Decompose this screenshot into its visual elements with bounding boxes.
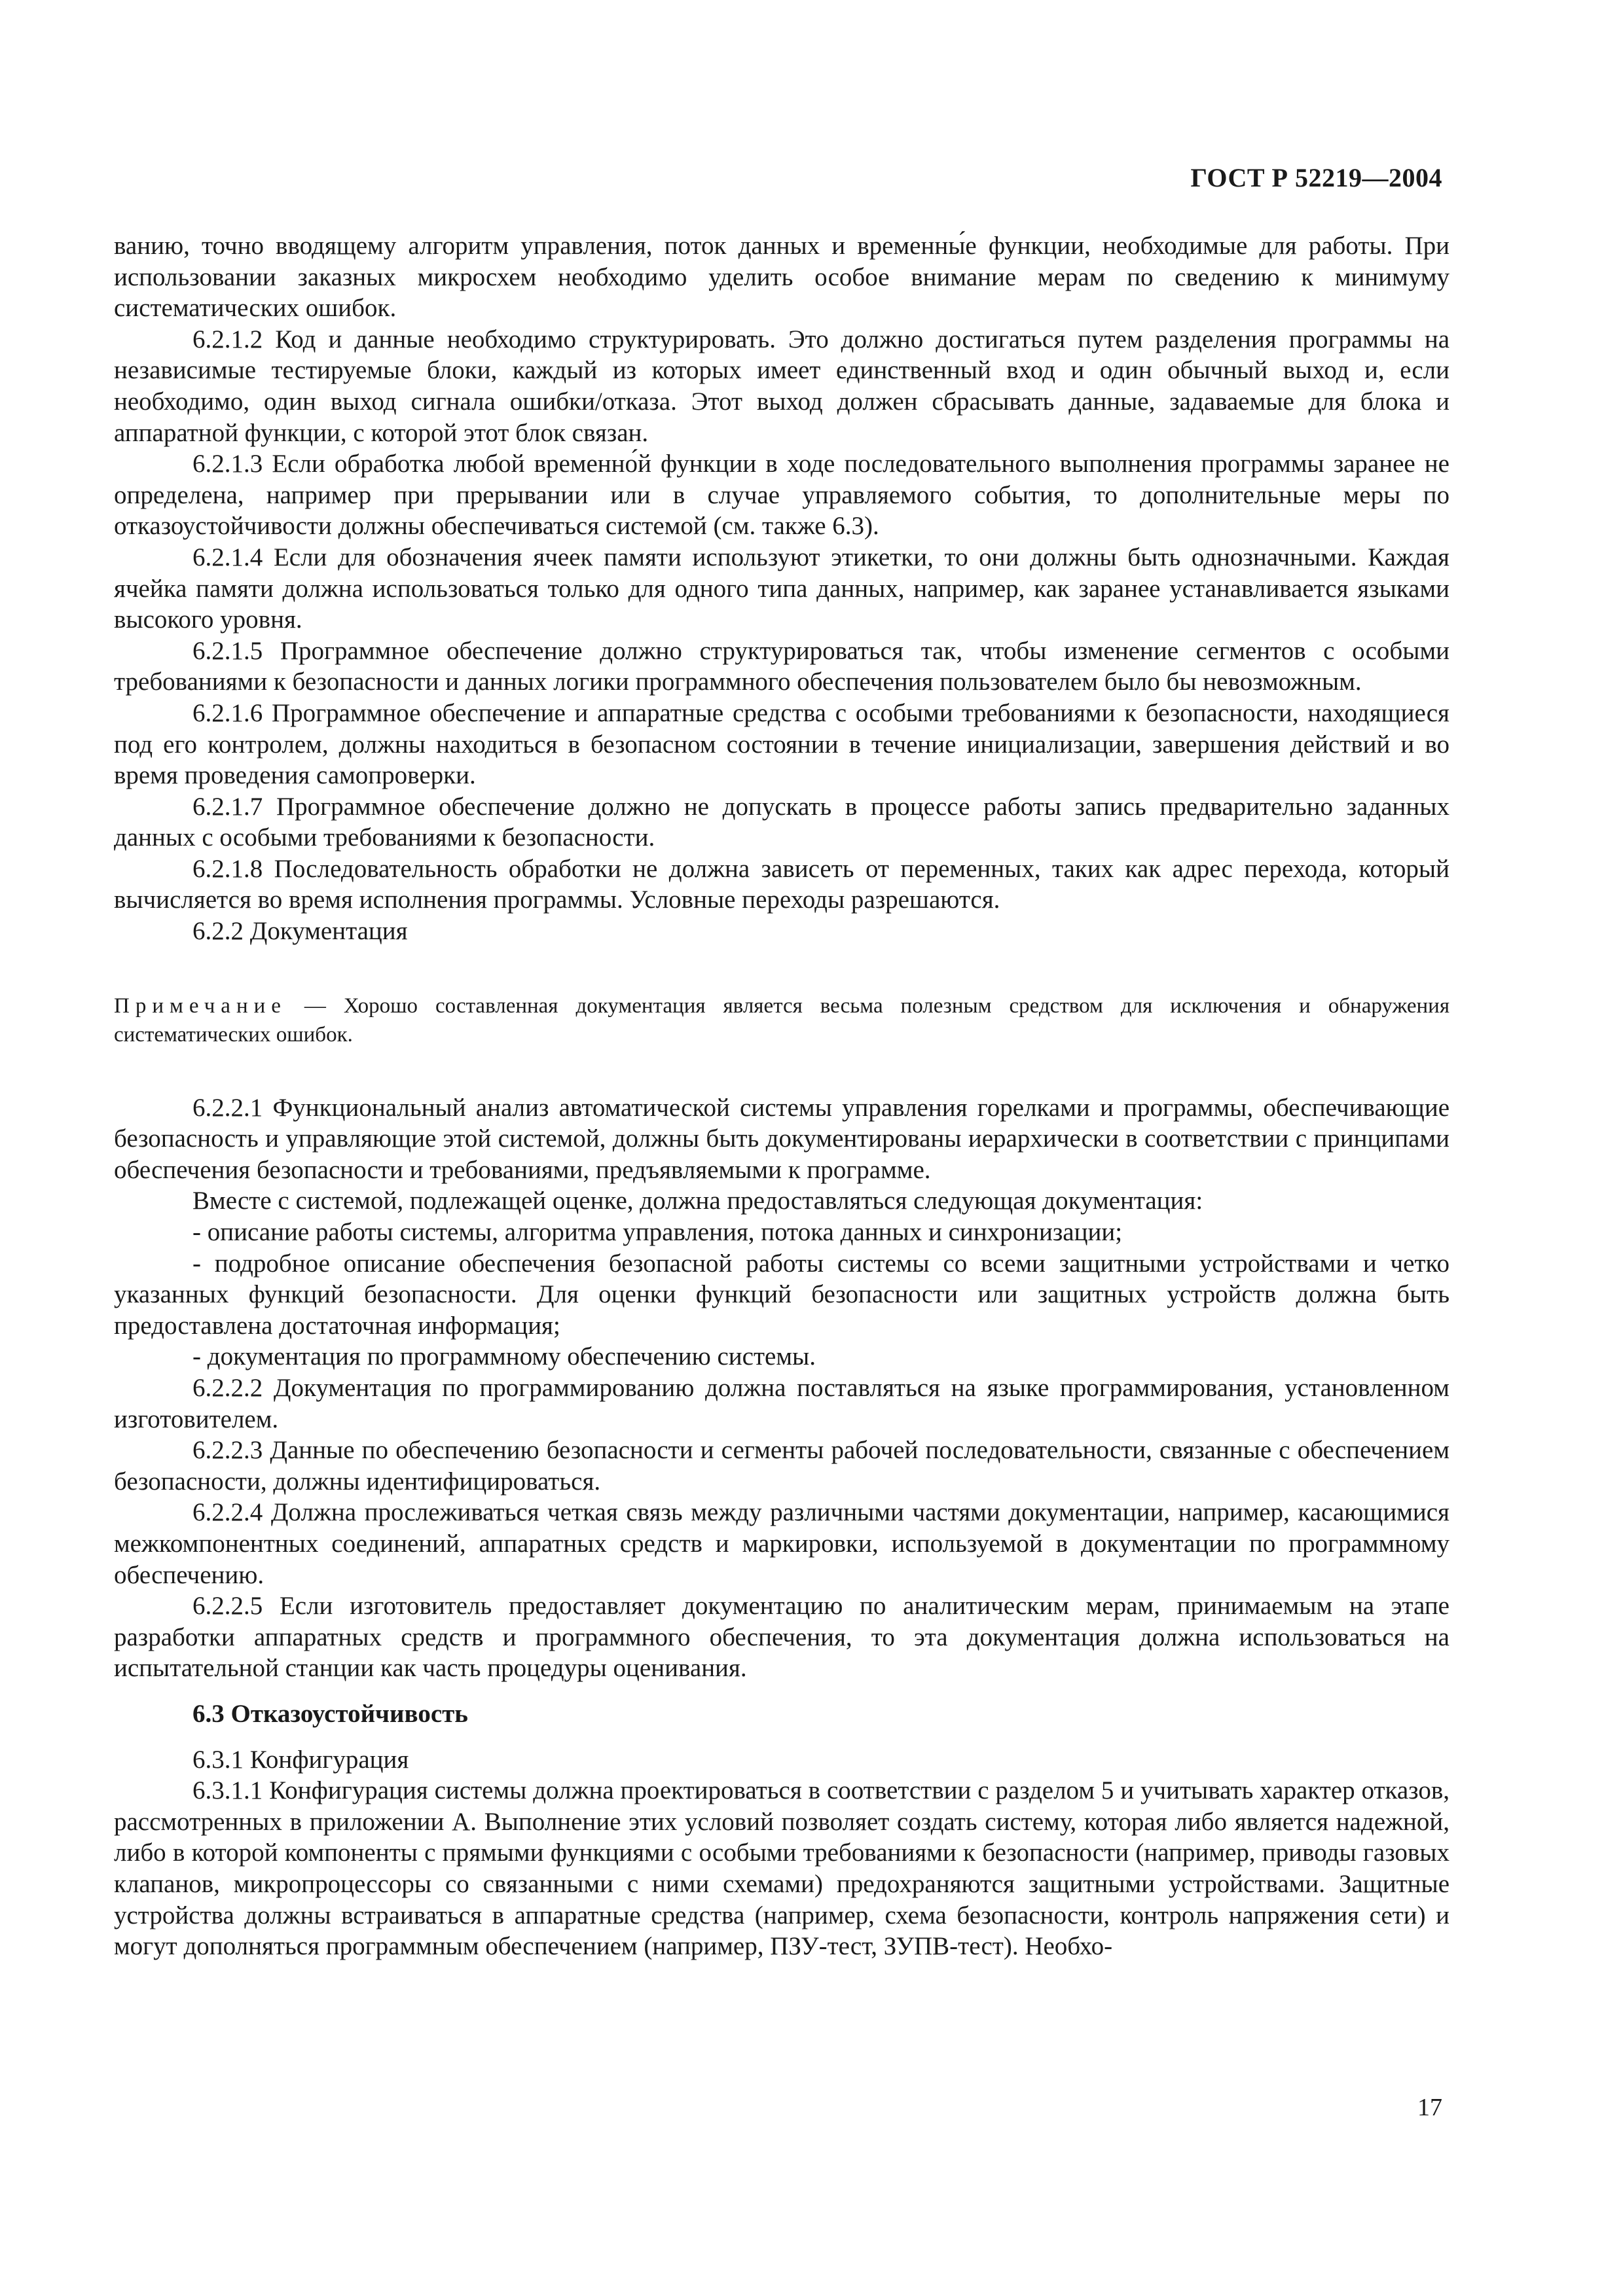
page-number: 17 [1417,2094,1442,2121]
clause-6-3-1: 6.3.1 Конфигурация [192,1745,409,1774]
clause-6-2-2-2: 6.2.2.2 Документация по программированию должна поставляться на языке программирования, установленном изготовителем. [114,1374,1450,1433]
clause-6-2-1-5: 6.2.1.5 Программное обеспечение должно структурироваться так, чтобы изменение сегментов с особыми требованиями к безопасности и данных логики программного обеспечения пользователем было бы невозможным. [114,636,1450,696]
clause-6-2-2-3: 6.2.2.3 Данные по обеспечению безопасности и сегменты рабочей последовательности, связанные с обеспечением безопасности, должны идентифицироваться. [114,1436,1450,1496]
documentation-intro: Вместе с системой, подлежащей оценке, должна предоставляться следующая документация: [192,1187,1203,1215]
clause-6-2-1-8: 6.2.1.8 Последовательность обработки не должна зависеть от переменных, таких как адрес перехода, который вычисляется во время исполнения программы. Условные переходы разрешаются. [114,854,1450,914]
note-text: — Хорошо составленная документация является весьма полезным средством для исключения и обнаружения систематических ошибок. [114,994,1450,1047]
clause-6-2-1-7: 6.2.1.7 Программное обеспечение должно не допускать в процессе работы запись предварительно заданных данных с особыми требованиями к безопасности. [114,792,1450,852]
note [114,992,1450,1049]
documentation-list-item: - описание работы системы, алгоритма управления, потока данных и синхронизации; [192,1218,1123,1247]
clause-6-2-1-6: 6.2.1.6 Программное обеспечение и аппаратные средства с особыми требованиями к безопасности, находящиеся под его контролем, должны находиться в безопасном состоянии в течение инициализации, завершения действий и во время проведения самопроверки. [114,698,1450,790]
clause-6-2-2-5: 6.2.2.5 Если изготовитель предоставляет документацию по аналитическим мерам, принимаемым на этапе разработки аппаратных средств и программного обеспечения, то эта документация должна использоваться на испытательной станции как часть процедуры оценивания. [114,1592,1450,1683]
clause-6-2-2-4: 6.2.2.4 Должна прослеживаться четкая связь между различными частями документации, например, касающимися межкомпонентных соединений, аппаратных средств и маркировки, используемой в документации по программному обеспечению. [114,1498,1450,1589]
clause-6-2-1-2: 6.2.1.2 Код и данные необходимо структурировать. Это должно достигаться путем разделения программы на независимые тестируемые блоки, каждый из которых имеет единственный вход и один обычный выход и, если необходимо, один выход сигнала ошибки/отказа. Этот выход должен сбрасывать данные, задаваемые для блока и аппаратной функции, с которой этот блок связан. [114,325,1450,447]
documentation-list-item: - подробное описание обеспечения безопасной работы системы со всеми защитными устройствами и четко указанных функций безопасности. Для оценки функций безопасности или защитных устройств должна быть предоставлена достаточная информация; [114,1249,1450,1340]
section-heading-6-3: 6.3 Отказоустойчивость [192,1699,468,1728]
note-label: Примечание [114,994,287,1018]
clause-6-3-1-1: 6.3.1.1 Конфигурация системы должна проектироваться в соответствии с разделом 5 и учитывать характер отказов, рассмотренных в приложении А. Выполнение этих условий позволяет создать систему, которая либо является надежной, либо в которой компоненты с прямыми функциями с особыми требованиями к безопасности (например, приводы газовых клапанов, микропроцессоры со связанными с ними схемами) предохраняются защитными устройствами. Защитные устройства должны встраиваться в аппаратные средства (например, схема безопасности, контроль напряжения сети) и могут дополняться программным обеспечением (например, ПЗУ-тест, ЗУПВ-тест). Необхо- [114,1776,1450,1961]
standard-header: ГОСТ Р 52219—2004 [1190,163,1442,192]
clause-6-2-2-1: 6.2.2.1 Функциональный анализ автоматической системы управления горелками и программы, обеспечивающие безопасность и управляющие этой системой, должны быть документированы иерархически в соответствии с принципами обеспечения безопасности и требованиями, предъявляемыми к программе. [114,1093,1450,1184]
clause-6-2-2: 6.2.2 Документация [192,917,408,946]
documentation-list-item: - документация по программному обеспечению системы. [192,1342,816,1371]
paragraph-continuation: ванию, точно вводящему алгоритм управления, поток данных и временны́е функции, необходимые для работы. При использовании заказных микросхем необходимо уделить особое внимание мерам по сведению к минимуму систематических ошибок. [114,232,1450,323]
clause-6-2-1-3: 6.2.1.3 Если обработка любой временно́й функции в ходе последовательного выполнения программы заранее не определена, например при прерывании или в случае управляемого события, то дополнительные меры по отказоустойчивости должны обеспечиваться системой (см. также 6.3). [114,450,1450,541]
document-body [114,230,1450,1962]
clause-6-2-1-4: 6.2.1.4 Если для обозначения ячеек памяти используют этикетки, то они должны быть однозначными. Каждая ячейка памяти должна использоваться только для одного типа данных, например, как заранее устанавливается языками высокого уровня. [114,543,1450,634]
